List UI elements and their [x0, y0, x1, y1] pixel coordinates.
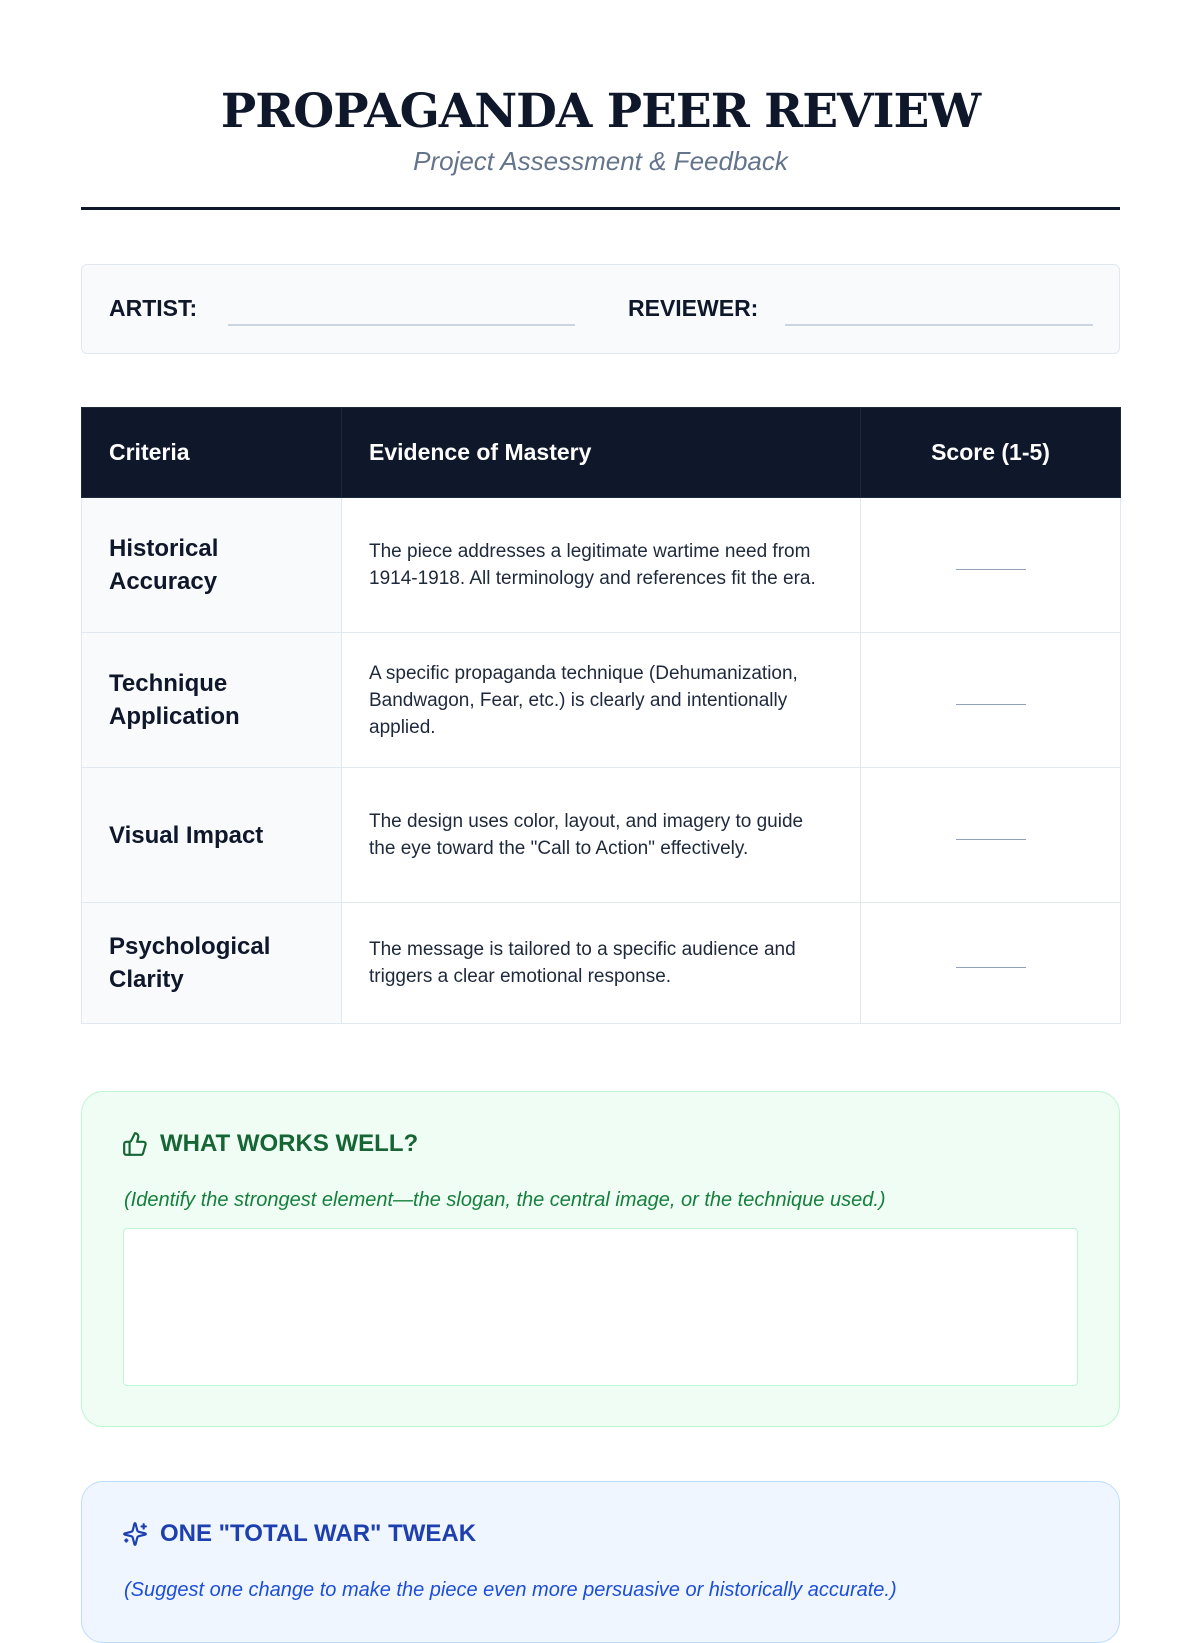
- criteria-cell: Historical Accuracy: [82, 498, 342, 633]
- reviewer-field[interactable]: [785, 324, 1093, 326]
- evidence-cell: The piece addresses a legitimate wartime need from 1914-1918. All terminology and references fit the era.: [342, 498, 861, 633]
- column-header-evidence: Evidence of Mastery: [342, 408, 861, 498]
- what-works-well-heading: [122, 1128, 418, 1160]
- criteria-cell: Technique Application: [82, 633, 342, 768]
- what-works-well-title: WHAT WORKS WELL?: [160, 1130, 419, 1157]
- total-war-tweak-title: ONE "TOTAL WAR" TWEAK: [160, 1520, 477, 1547]
- rubric-table: [81, 407, 1121, 1024]
- score-line[interactable]: [956, 967, 1026, 968]
- sparkles-icon: [122, 1521, 148, 1547]
- rubric-header-row: [82, 408, 1121, 498]
- table-row: [82, 903, 1121, 1024]
- column-header-score: Score (1-5): [861, 408, 1121, 498]
- score-cell[interactable]: [861, 903, 1121, 1024]
- page-subtitle: Project Assessment & Feedback: [413, 146, 788, 176]
- info-box: [81, 264, 1120, 354]
- evidence-cell: The design uses color, layout, and imagery to guide the eye toward the "Call to Action" effectively.: [342, 768, 861, 903]
- thumbs-up-icon: [122, 1131, 148, 1157]
- page-title: PROPAGANDA PEER REVIEW: [220, 84, 981, 139]
- artist-field[interactable]: [228, 324, 575, 326]
- table-row: [82, 768, 1121, 903]
- criteria-cell: Visual Impact: [82, 768, 342, 903]
- column-header-criteria: Criteria: [82, 408, 342, 498]
- artist-label: ARTIST:: [109, 295, 198, 321]
- total-war-tweak-panel: [81, 1481, 1120, 1643]
- score-cell[interactable]: [861, 633, 1121, 768]
- what-works-well-hint: (Identify the strongest element—the slogan, the central image, or the technique used.): [124, 1189, 886, 1211]
- criteria-cell: Psychological Clarity: [82, 903, 342, 1024]
- total-war-tweak-heading: [122, 1518, 476, 1550]
- evidence-cell: The message is tailored to a specific audience and triggers a clear emotional response.: [342, 903, 861, 1024]
- what-works-well-panel: [81, 1091, 1120, 1427]
- reviewer-label: REVIEWER:: [628, 295, 759, 321]
- score-line[interactable]: [956, 839, 1026, 840]
- score-line[interactable]: [956, 704, 1026, 705]
- table-row: [82, 633, 1121, 768]
- what-works-well-input[interactable]: [123, 1228, 1078, 1386]
- evidence-cell: A specific propaganda technique (Dehumanization, Bandwagon, Fear, etc.) is clearly and intentionally applied.: [342, 633, 861, 768]
- score-line[interactable]: [956, 569, 1026, 570]
- table-row: [82, 498, 1121, 633]
- score-cell[interactable]: [861, 768, 1121, 903]
- total-war-tweak-hint: (Suggest one change to make the piece even more persuasive or historically accurate.): [124, 1579, 897, 1601]
- score-cell[interactable]: [861, 498, 1121, 633]
- header-divider: [81, 207, 1120, 210]
